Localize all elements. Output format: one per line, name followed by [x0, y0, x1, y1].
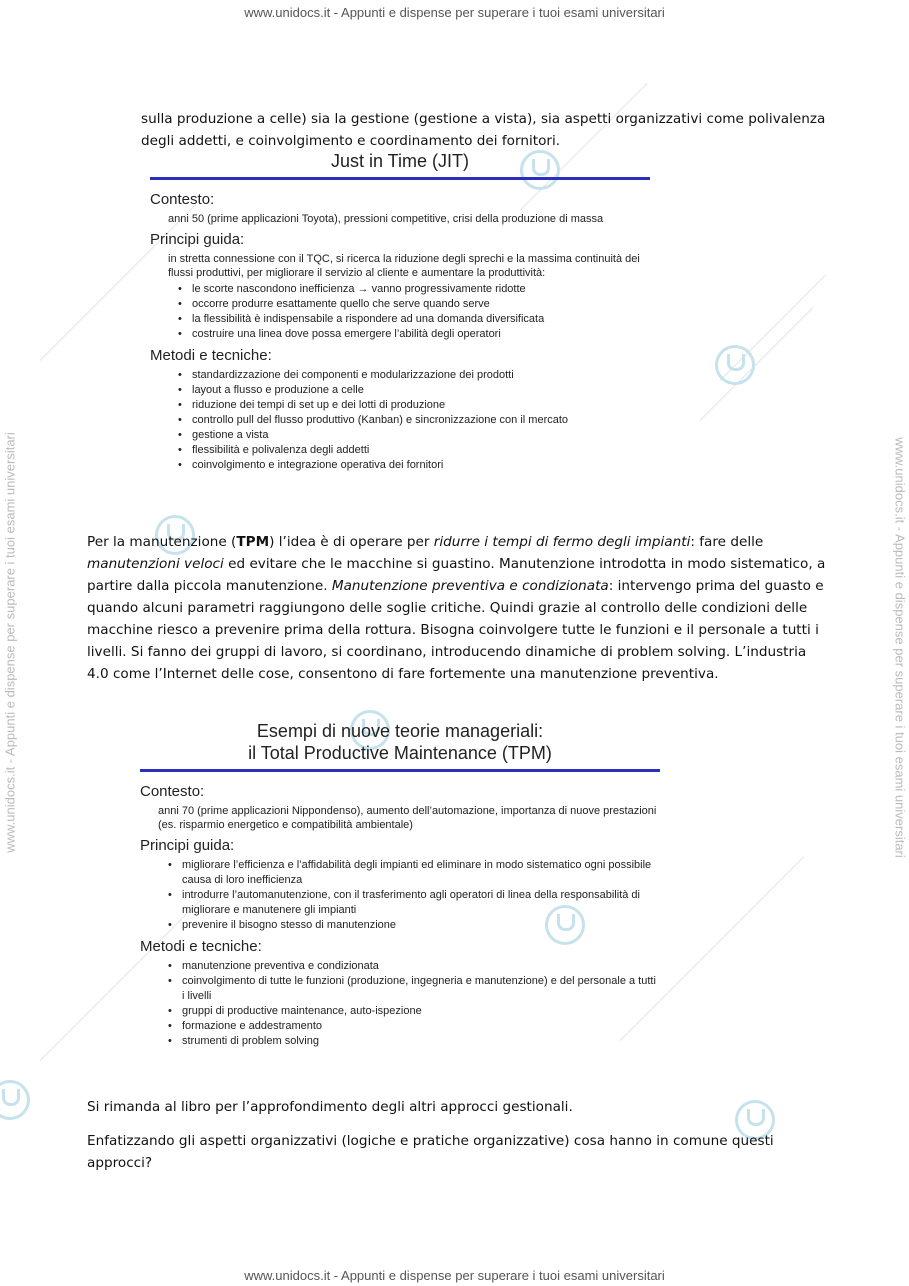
watermark-logo-icon: [715, 345, 755, 385]
list-item: • controllo pull del flusso produttivo (Kanban) e sincronizzazione con il mercato: [178, 413, 650, 428]
slide-tpm: [140, 720, 660, 1049]
slide-tpm-metodi-list: [168, 959, 660, 1049]
slide-jit-contesto-heading: Contesto:: [150, 191, 215, 208]
list-item: • introdurre l’automanutenzione, con il trasferimento agli operatori di linea della responsabilità di migliorare e manutenere gli impianti: [168, 888, 660, 918]
slide-tpm-metodi-heading: Metodi e tecniche:: [140, 938, 262, 955]
list-item: • la flessibilità è indispensabile a rispondere ad una domanda diversificata: [178, 312, 650, 327]
list-item: • prevenire il bisogno stesso di manutenzione: [168, 918, 660, 933]
slide-tpm-title-line1: Esempi di nuove teorie manageriali:: [256, 721, 544, 741]
question-paragraph: Enfatizzando gli aspetti organizzativi (logiche e pratiche organizzative) cosa hanno in comune questi approcci?: [87, 1133, 774, 1171]
rimanda-paragraph: Si rimanda al libro per l’approfondimento degli altri approcci gestionali.: [87, 1099, 573, 1115]
tpm-paragraph: [87, 531, 827, 685]
text-run-italic: Manutenzione preventiva e condizionata: [331, 578, 609, 594]
slide-jit-metodi-heading: Metodi e tecniche:: [150, 347, 272, 364]
list-item: • coinvolgimento e integrazione operativa dei fornitori: [178, 458, 650, 473]
list-item: • costruire una linea dove possa emergere l’abilità degli operatori: [178, 327, 650, 342]
slide-jit-principi-heading: Principi guida:: [150, 231, 245, 248]
list-item: • standardizzazione dei componenti e modularizzazione dei prodotti: [178, 368, 650, 383]
watermark-side-left: www.unidocs.it - Appunti e dispense per superare i tuoi esami universitari: [2, 432, 18, 853]
text-run: ed evitare che le macchine si guastino. Manutenzione introdotta in modo sistematico, a partire dalla piccola manutenzione.: [87, 556, 826, 594]
slide-jit-contesto-text: anni 50 (prime applicazioni Toyota), pressioni competitive, crisi della produzione di massa: [168, 213, 604, 225]
list-item: • flessibilità e polivalenza degli addetti: [178, 443, 650, 458]
watermark-header: www.unidocs.it - Appunti e dispense per superare i tuoi esami universitari: [244, 5, 665, 20]
text-run-italic: manutenzioni veloci: [87, 556, 224, 572]
intro-paragraph: sulla produzione a celle) sia la gestione (gestione a vista), sia aspetti organizzativi come polivalenza degli addetti, e coinvolgimento e coordinamento dei fornitori.: [141, 111, 826, 149]
list-item: • occorre produrre esattamente quello che serve quando serve: [178, 297, 650, 312]
list-item: • formazione e addestramento: [168, 1019, 660, 1034]
slide-tpm-rule: [140, 769, 660, 772]
slide-jit-rule: [150, 177, 650, 180]
slide-jit: [150, 150, 650, 473]
list-item: • le scorte nascondono inefficienza → vanno progressivamente ridotte: [178, 282, 650, 297]
slide-jit-principi-list: [178, 282, 650, 342]
watermark-side-right: www.unidocs.it - Appunti e dispense per superare i tuoi esami universitari: [892, 437, 908, 858]
text-run-italic: ridurre i tempi di fermo degli impianti: [433, 534, 691, 550]
text-run: : fare delle: [690, 534, 764, 550]
list-item: • manutenzione preventiva e condizionata: [168, 959, 660, 974]
list-item: • riduzione dei tempi di set up e dei lotti di produzione: [178, 398, 650, 413]
slide-tpm-title-line2: il Total Productive Maintenance (TPM): [248, 743, 552, 763]
list-item: • gestione a vista: [178, 428, 650, 443]
list-item: • strumenti di problem solving: [168, 1034, 660, 1049]
slide-jit-metodi-list: [178, 368, 650, 473]
list-item: • gruppi di productive maintenance, auto-ispezione: [168, 1004, 660, 1019]
text-run: : intervengo prima del guasto e quando alcuni parametri raggiungono delle soglie critiche. Quindi grazie al controllo delle condizioni delle macchine riesco a prevenire prima della rottura. Bisogna coinvolgere tutte le funzioni e il personale a tutti i livelli. Si fanno dei gruppi di lavoro, si coordinano, introducendo dinamiche di problem solving. L’industria 4.0 come l’Internet delle cose, consentono di fare fortemente una manutenzione preventiva.: [87, 578, 824, 682]
slide-jit-principi-text: in stretta connessione con il TQC, si ricerca la riduzione degli sprechi e la massima continuità dei flussi produttivi, per migliorare il servizio al cliente e aumentare la produttività:: [168, 253, 640, 279]
text-run: ) l’idea è di operare per: [269, 534, 434, 550]
text-run: Per la manutenzione (: [87, 534, 237, 550]
text-run-bold: TPM: [236, 534, 270, 550]
slide-tpm-principi-heading: Principi guida:: [140, 837, 235, 854]
slide-jit-title: Just in Time (JIT): [330, 151, 469, 171]
watermark-logo-icon: [0, 1080, 30, 1120]
list-item: • migliorare l’efficienza e l’affidabilità degli impianti ed eliminare in modo sistematico ogni possibile causa di loro inefficienza: [168, 858, 660, 888]
slide-tpm-contesto-heading: Contesto:: [140, 783, 205, 800]
slide-tpm-contesto-text: anni 70 (prime applicazioni Nippondenso), aumento dell’automazione, importanza di nuove prestazioni (es. risparmio energetico e compatibilità ambientale): [158, 805, 657, 831]
slide-tpm-principi-list: [168, 858, 660, 933]
watermark-footer: www.unidocs.it - Appunti e dispense per superare i tuoi esami universitari: [244, 1268, 665, 1283]
list-item: • coinvolgimento di tutte le funzioni (produzione, ingegneria e manutenzione) e del personale a tutti i livelli: [168, 974, 660, 1004]
list-item: • layout a flusso e produzione a celle: [178, 383, 650, 398]
